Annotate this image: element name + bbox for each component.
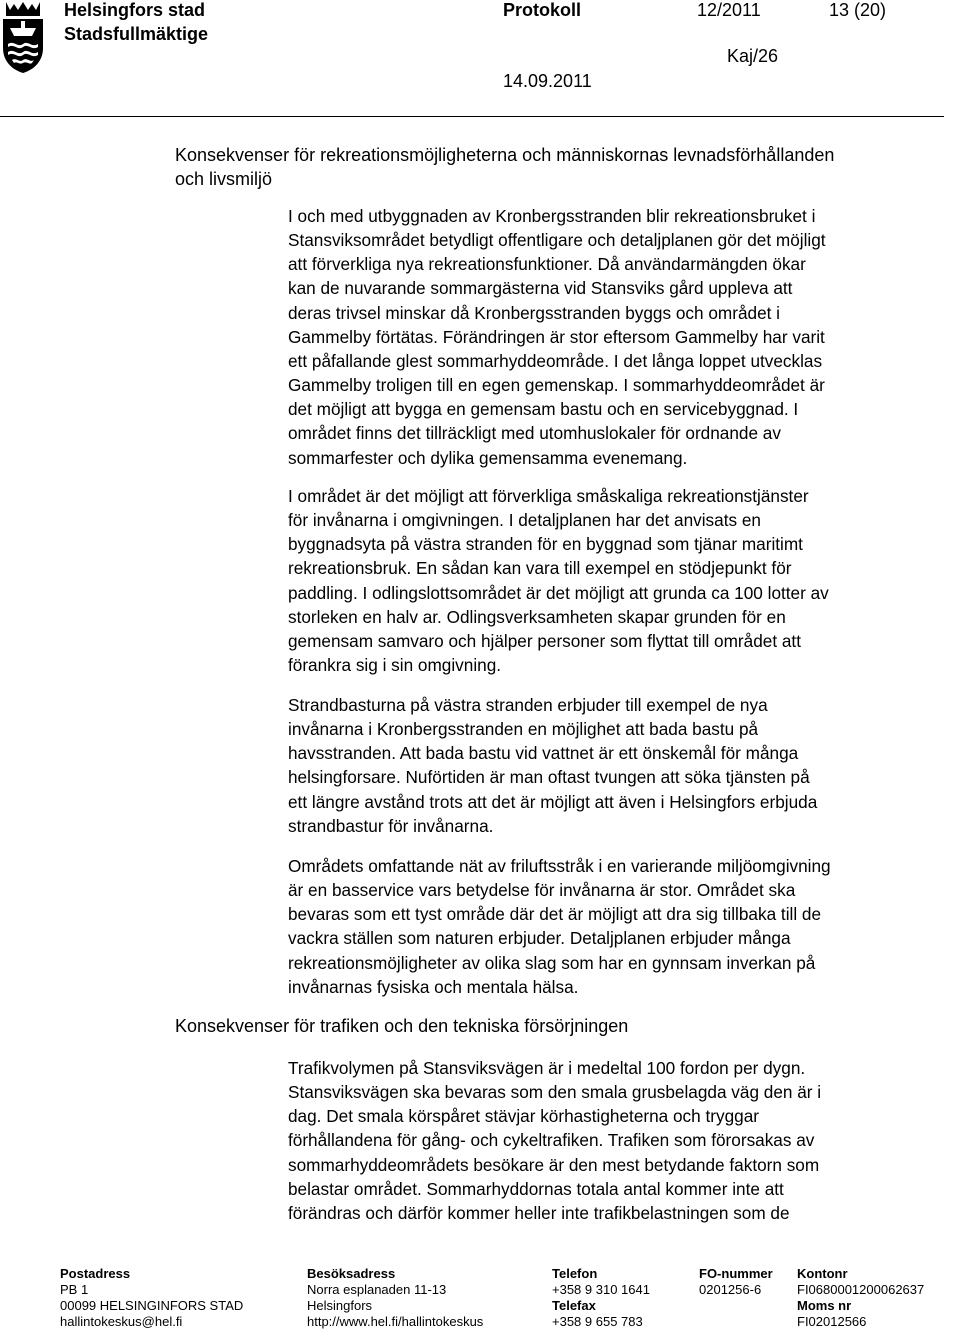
text-line: strandbastur för invånarna. [288,815,494,836]
text-line: I och med utbyggnaden av Kronbergsstranden blir rekreationsbruket i [288,206,816,226]
section-heading-traffic: Konsekvenser för trafiken och den tekniska försörjningen [175,1016,629,1036]
text-line: Strandbasturna på västra stranden erbjuder till exempel de nya [288,695,768,715]
footer-label: Postadress [60,1266,131,1281]
text-line: Stansviksområdet betydligt offentligare och detaljplanen gör det möjligt [288,230,826,251]
footer-label: Telefon [552,1266,598,1281]
footer-value: FI02012566 [797,1314,867,1329]
meeting-date: 14.09.2011 [503,71,592,91]
footer-phone [552,1266,650,1330]
text-line: förändras och därför kommer heller inte trafikbelastningen som de [288,1202,790,1223]
organization-name: Helsingfors stad [64,0,206,20]
protocol-number: 12/2011 [697,0,761,20]
footer-label: FO-nummer [699,1266,773,1281]
footer-value: Norra esplanaden 11-13 [307,1282,447,1297]
text-line: invånarnas fysiska och mentala hälsa. [288,976,579,997]
footer-email-link[interactable]: hallintokeskus@hel.fi [60,1314,183,1329]
paragraph-beach-saunas [288,693,948,838]
text-line: Trafikvolymen på Stansviksvägen är i medeltal 100 fordon per dygn. [288,1058,806,1078]
text-line: ett längre avstånd trots att det är möjligt att även i Helsingfors erbjuda [288,791,818,812]
footer-business-id [699,1266,773,1298]
helsinki-coat-of-arms-icon [0,0,46,74]
text-line: Gammelby förtätas. Förändringen är stor eftersom Gammelby har varit [288,326,825,347]
text-line: kan de nuvarande sommargästerna vid Stansviks gård uppleva att [288,278,793,299]
text-line: storleken en halv ar. Odlingsverksamheten skapar grunden för en [288,606,786,627]
text-line: vackra ställen som naturen erbjuder. Detaljplanen erbjuder många [288,928,791,949]
text-line: för invånarna i omgivningen. I detaljplanen har det anvisats en [288,510,761,531]
text-line: området finns det tillräckligt med utomhuslokaler för ordnande av [288,423,781,444]
footer-label: Besöksadress [307,1266,396,1281]
paragraph-traffic [288,1056,948,1225]
text-line: förhållandena för gång- och cykeltrafiken. Trafiken som förorsakas av [288,1130,815,1151]
text-line: belastar området. Sommarhyddornas totala antal kommer inte att [288,1178,784,1199]
footer-label: Kontonr [797,1266,848,1281]
footer-postal-address [60,1266,243,1330]
text-line: helsingforsare. Nuförtiden är man oftast tvungen att söka tjänsten på [288,767,810,788]
footer-value: PB 1 [60,1282,89,1297]
text-line: I området är det möjligt att förverkliga småskaliga rekreationstjänster [288,486,809,506]
text-line: byggnadsyta på västra stranden för en byggnad som tjänar maritimt [288,534,803,555]
text-line: är en basservice vars betydelse för invånarna är stor. Området ska [288,880,796,901]
footer-value: FI0680001200062637 [797,1282,925,1297]
text-line: dag. Det smala körspåret stävjar körhastigheterna och tryggar [288,1106,759,1127]
text-line: rekreationsmöjligheter av olika slag som har en gynnsam inverkan på [288,952,816,973]
text-line: att förverkliga nya rekreationsfunktioner. Då användarmängden ökar [288,254,806,275]
document-type: Protokoll [503,0,582,20]
text-line: deras trivsel minskar då Kronbergsstranden byggs och området i [288,302,780,323]
paragraph-recreation-services [288,484,948,677]
footer-label: Telefax [552,1298,596,1313]
header-divider [0,116,944,117]
section-code: Kaj/26 [727,46,779,66]
footer-website-link[interactable]: http://www.hel.fi/hallintokeskus [307,1314,484,1329]
text-line: förankra sig i sin omgivning. [288,655,502,676]
text-line: ett påfallande glest sommarhyddeområde. I det långa loppet utvecklas [288,350,823,371]
paragraph-outdoor-trails [288,854,948,999]
text-line: det möjligt att bygga en gemensam bastu och en servicebyggnad. I [288,399,799,420]
text-line: rekreationsbruk. En sådan kan vara till exempel en stödjepunkt för [288,558,792,579]
text-line: sommarfester och dylika gemensamma evenemang. [288,447,688,468]
heading-line: Konsekvenser för rekreationsmöjligheterna och människornas levnadsförhållanden [175,145,835,165]
text-line: havsstranden. Att bada bastu vid vattnet är ett önskemål för många [288,743,799,764]
footer-value: +358 9 655 783 [552,1314,643,1329]
heading-line: och livsmiljö [175,169,273,189]
text-line: sommarhyddeområdets besökare är den mest betydande faktorn som [288,1154,820,1175]
page-number: 13 (20) [829,0,887,20]
text-line: Områdets omfattande nät av friluftsstråk i en varierande miljöomgivning [288,856,831,876]
paragraph-recreation-use [288,204,948,470]
footer-visiting-address [307,1266,483,1330]
footer-value: +358 9 310 1641 [552,1282,650,1297]
text-line: Gammelby troligen till en egen gemenskap. I sommarhyddeområdet är [288,375,825,396]
footer-value: 0201256-6 [699,1282,762,1297]
footer-value: Helsingfors [307,1298,373,1313]
footer-label: Moms nr [797,1298,852,1313]
text-line: paddling. I odlingslottsområdet är det möjligt att grunda ca 100 lotter av [288,582,829,603]
text-line: invånarna i Kronbergsstranden en möjlighet att bada bastu på [288,719,759,740]
section-heading-recreation [175,143,834,191]
text-line: gemensam samvaro och hjälper personer som flyttat till området att [288,630,801,651]
governing-body: Stadsfullmäktige [64,24,209,44]
footer-value: 00099 HELSINGINFORS STAD [60,1298,244,1313]
footer-account [797,1266,924,1330]
text-line: bevaras som ett tyst område där det är möjligt att dra sig tillbaka till de [288,904,822,925]
text-line: Stansviksvägen ska bevaras som den smala grusbelagda väg den är i [288,1082,822,1103]
